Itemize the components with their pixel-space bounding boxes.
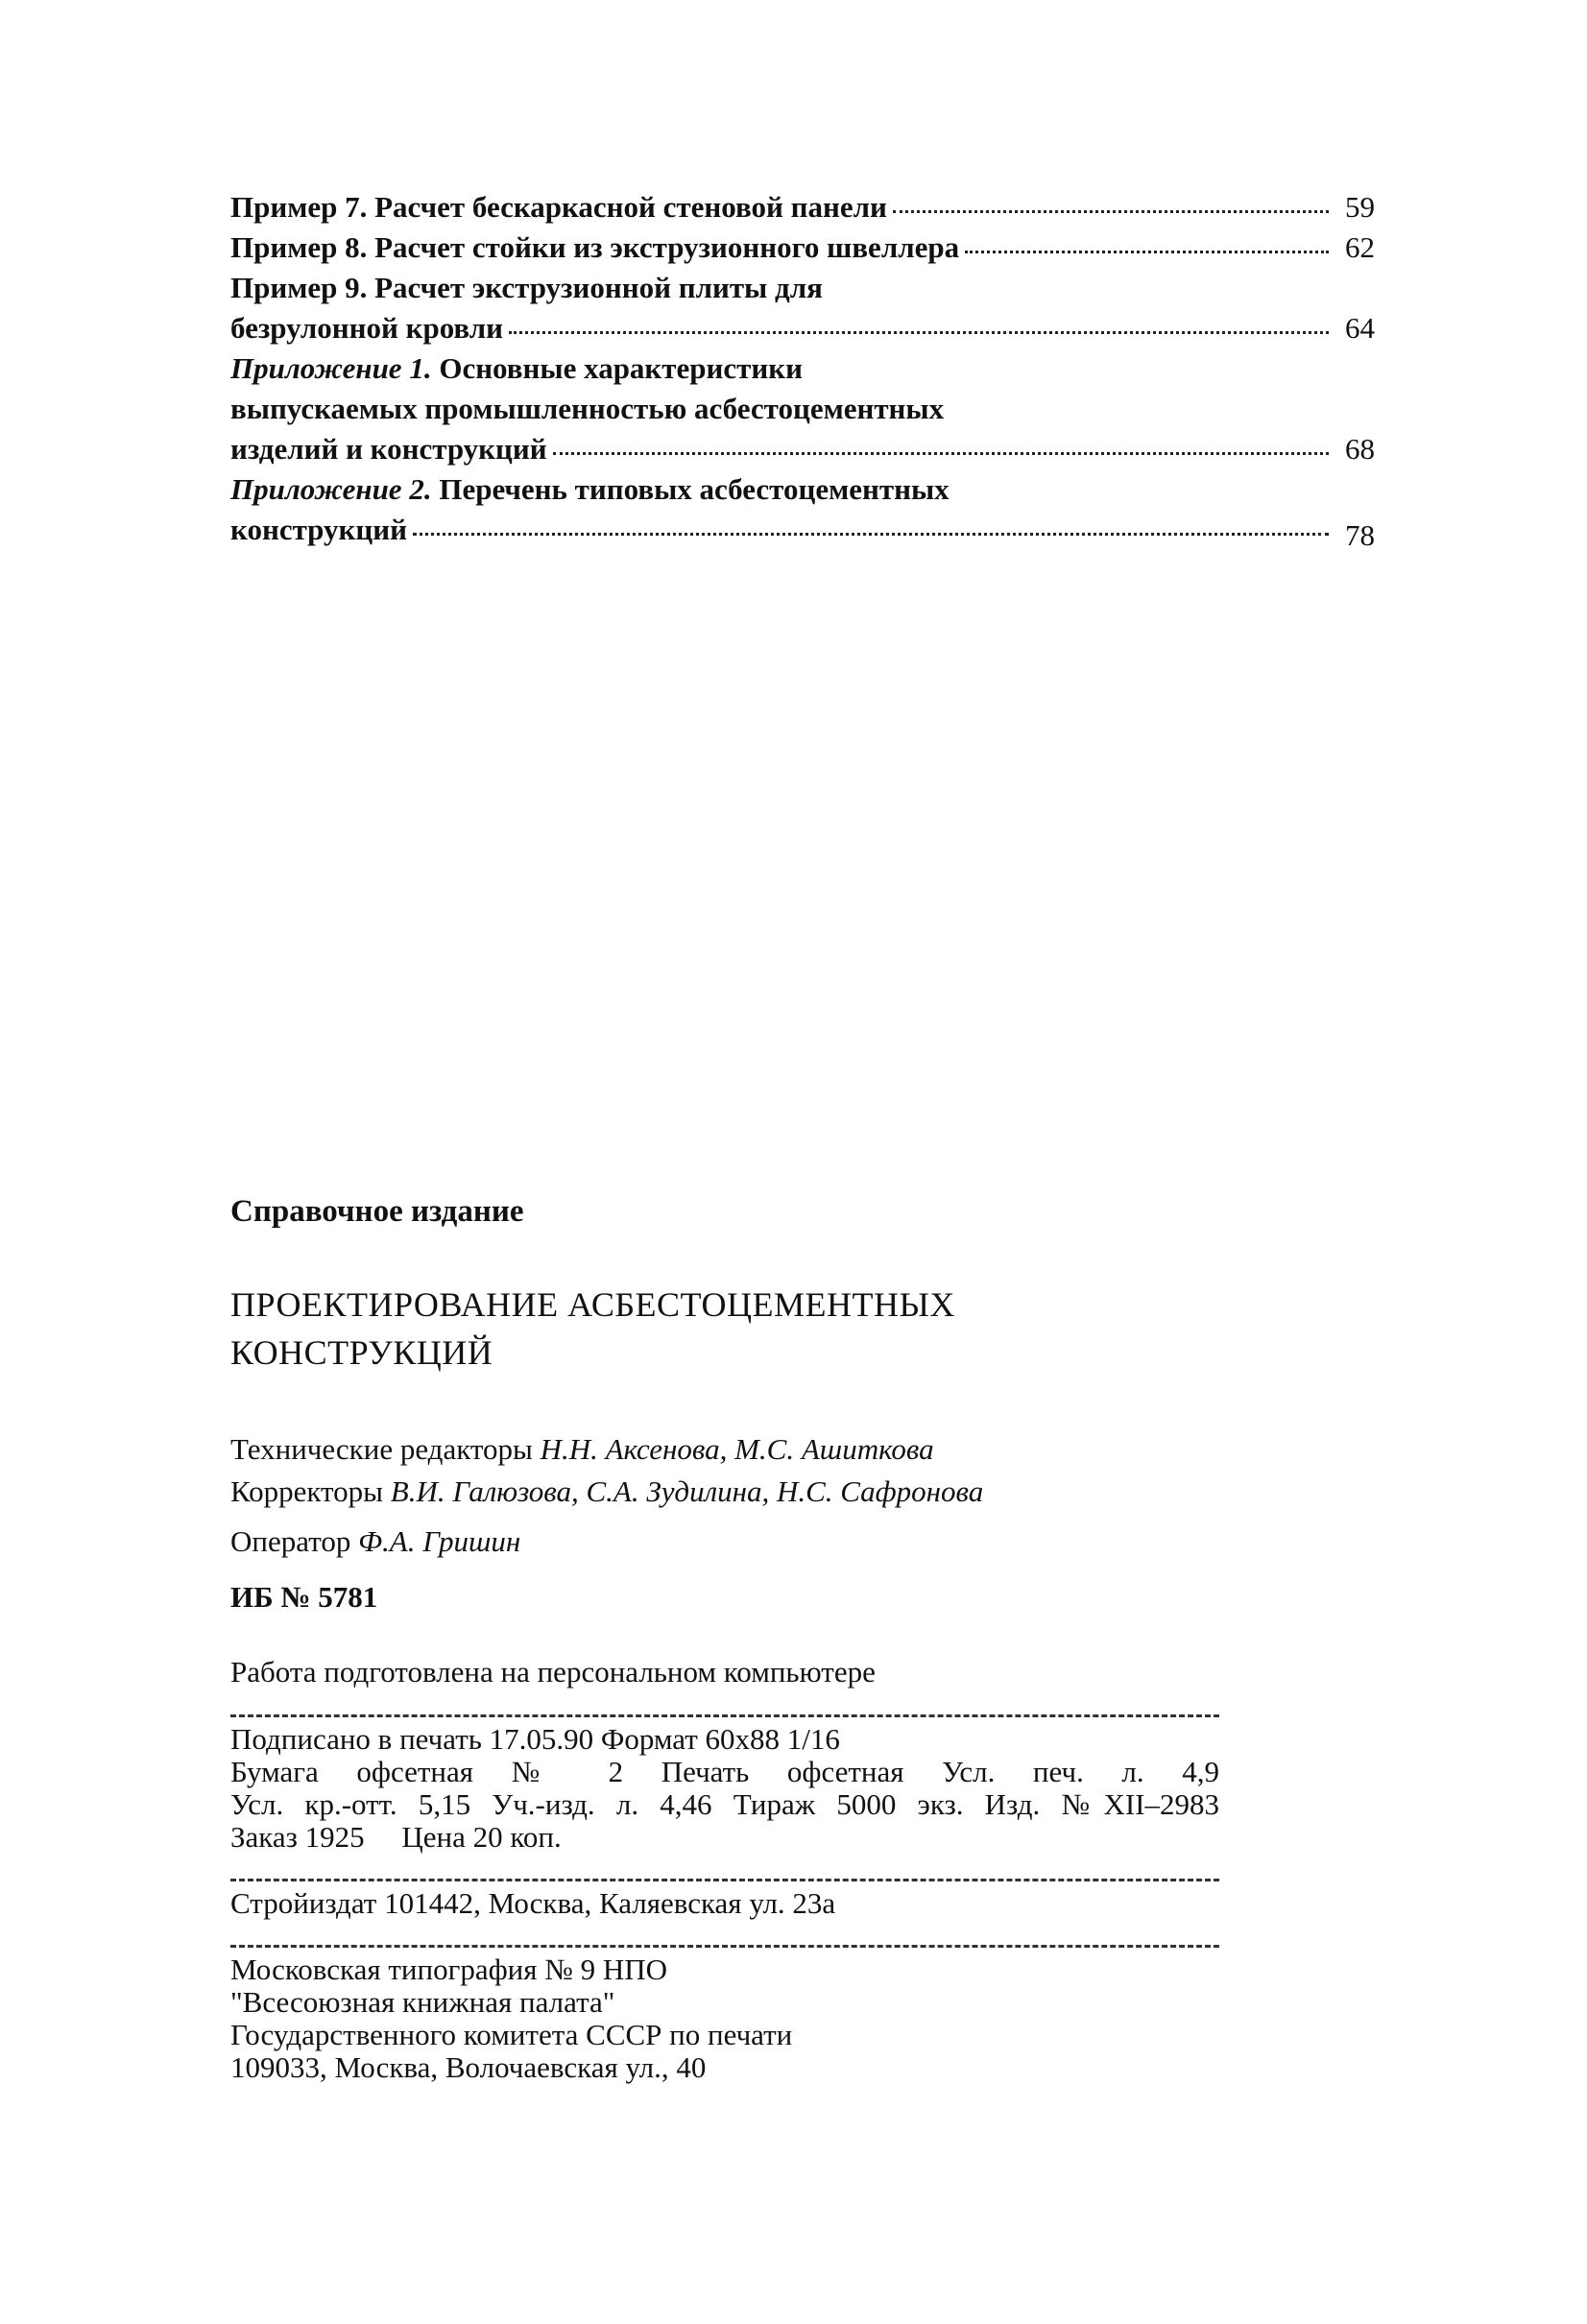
toc-page-number: 62 (1345, 230, 1375, 264)
correctors (230, 1471, 1229, 1513)
book-title-line: ПРОЕКТИРОВАНИЕ АСБЕСТОЦЕМЕНТНЫХ (230, 1285, 955, 1324)
toc-entry-example-7 (230, 187, 1375, 228)
operator-label: Оператор (230, 1524, 351, 1558)
toc-entry-example-8 (230, 228, 1375, 268)
dot-leader (509, 330, 1329, 334)
sheets-line: Усл. кр.-отт. 5,15 Уч.-изд. л. 4,46 Тираж 5000 экз. Изд. №XII–2983 (230, 1787, 1219, 1821)
printer-line: 109033, Москва, Волочаевская ул., 40 (230, 2050, 707, 2084)
tech-editors (230, 1428, 1229, 1471)
toc-line: Пример 9. Расчет экструзионной плиты для (230, 271, 823, 304)
toc-page-number: 68 (1345, 432, 1375, 466)
printer-line: Государственного комитета СССР по печати (230, 2018, 793, 2051)
publisher-line: Стройиздат 101442, Москва, Каляевская ул. 23а (230, 1886, 836, 1920)
toc-page-number: 78 (1345, 518, 1375, 552)
correctors-names: В.И. Галюзова, С.А. Зудилина, Н.С. Сафронова (390, 1474, 984, 1508)
price: Цена 20 коп. (401, 1820, 562, 1854)
toc-entry-appendix-1 (230, 348, 1375, 469)
dot-leader (413, 532, 1329, 536)
table-of-contents (230, 187, 1375, 550)
prepared-note: Работа подготовлена на персональном компьютере (230, 1655, 876, 1689)
printer-line: "Всесоюзная книжная палата" (230, 1985, 615, 2019)
signed-line: Подписано в печать 17.05.90 Формат 60x88 1/16 (230, 1722, 840, 1756)
toc-title: конструкций (230, 513, 407, 546)
correctors-label: Корректоры (230, 1474, 384, 1508)
printer-info (230, 1953, 1229, 2084)
ib-number: ИБ № 5781 (230, 1580, 378, 1614)
dashed-divider (230, 1945, 1219, 1948)
dot-leader (893, 209, 1329, 213)
toc-prefix: Пример 8. (230, 230, 368, 264)
toc-prefix: Приложение 1. (230, 351, 432, 385)
dot-leader (553, 451, 1329, 455)
book-title (230, 1281, 1229, 1377)
order-number: Заказ 1925 (230, 1820, 365, 1854)
paper-line: Бумага офсетная № 2 Печать офсетная Усл. печ. л. 4,9 (230, 1755, 1219, 1788)
printer-line: Московская типография № 9 НПО (230, 1953, 668, 1986)
toc-entry-appendix-2 (230, 469, 1375, 550)
toc-line: Основные характеристики (439, 351, 803, 385)
book-title-line: КОНСТРУКЦИЙ (230, 1333, 493, 1372)
order-line (230, 1821, 1229, 1854)
toc-entry-example-9 (230, 268, 1375, 348)
toc-title: Расчет бескаркасной стеновой панели (374, 190, 887, 224)
tech-editors-label: Технические редакторы (230, 1432, 533, 1466)
operator-name: Ф.А. Гришин (358, 1524, 521, 1558)
toc-title: безрулонной кровли (230, 311, 504, 345)
tech-editors-names: Н.Н. Аксенова, М.С. Ашиткова (540, 1432, 934, 1466)
toc-page-number: 64 (1345, 311, 1375, 345)
toc-title: Расчет стойки из экструзионного швеллера (374, 230, 960, 264)
toc-title: изделий и конструкций (230, 432, 547, 466)
dot-leader (965, 250, 1329, 253)
imprint-block (230, 1190, 1229, 2084)
toc-line: выпускаемых промышленностью асбестоцементных (230, 392, 945, 425)
print-details (230, 1723, 1229, 1854)
toc-prefix: Пример 7. (230, 190, 368, 224)
credits (230, 1428, 1229, 1563)
toc-prefix: Приложение 2. (230, 472, 432, 506)
toc-line: Перечень типовых асбестоцементных (439, 472, 950, 506)
toc-page-number: 59 (1345, 190, 1375, 224)
publication-genre: Справочное издание (230, 1194, 524, 1229)
dashed-divider (230, 1714, 1219, 1717)
dashed-divider (230, 1879, 1219, 1881)
operator (230, 1521, 1229, 1563)
